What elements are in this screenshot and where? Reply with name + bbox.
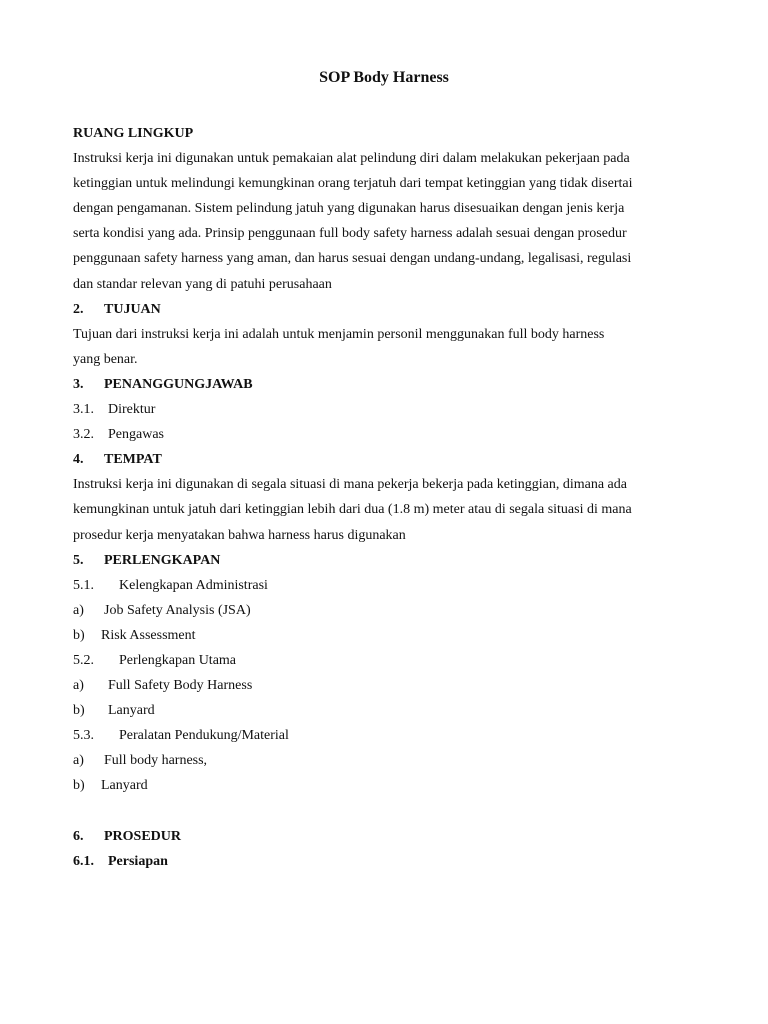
subsection-label: Peralatan Pendukung/Material [119,728,289,744]
list-item-text: Job Safety Analysis (JSA) [104,602,251,618]
blank-line [73,799,698,824]
section-heading-label: PENANGGUNGJAWAB [104,376,253,392]
section-heading-penanggungjawab [73,372,698,397]
list-item-text: Full Safety Body Harness [108,678,253,694]
section-number: 5. [73,552,84,568]
list-item-letter: a) [73,602,84,618]
list-item-letter: a) [73,678,84,694]
paragraph-line: yang benar. [73,351,138,367]
paragraph-line: Tujuan dari instruksi kerja ini adalah untuk menjamin personil menggunakan full body harness [73,326,605,342]
paragraph-line: kemungkinan untuk jatuh dari ketinggian lebih dari dua (1.8 m) meter atau di segala situasi di mana [73,502,632,518]
subsection-number: 5.1. [73,577,94,593]
section-heading-tujuan [73,297,698,322]
list-item [73,598,698,623]
section-number: 6. [73,828,84,844]
paragraph-line: ketinggian untuk melindungi kemungkinan orang terjatuh dari tempat ketinggian yang tidak disertai [73,176,633,192]
subsection-label: Perlengkapan Utama [119,652,237,668]
section-heading-label: PROSEDUR [104,828,182,844]
paragraph-line: Instruksi kerja ini digunakan untuk pemakaian alat pelindung diri dalam melakukan pekerjaan pada [73,151,630,167]
section-heading-prosedur [73,824,698,849]
section-heading-label: PERLENGKAPAN [104,552,221,568]
section-number: 2. [73,301,84,317]
list-item-letter: b) [73,778,85,794]
section-heading-label: TEMPAT [104,452,162,468]
subsection-number: 5.2. [73,652,94,668]
subsection-heading [73,723,698,748]
list-item-letter: b) [73,703,85,719]
list-item-letter: a) [73,753,84,769]
list-item-text: Lanyard [101,778,148,794]
list-item [73,422,698,447]
paragraph-line: prosedur kerja menyatakan bahwa harness harus digunakan [73,527,406,543]
subsection-heading [73,573,698,598]
list-item-text: Full body harness, [104,753,208,769]
subsection-label: Kelengkapan Administrasi [119,577,268,593]
section-heading-ruang-lingkup: RUANG LINGKUP [73,126,194,141]
subsection-number: 6.1. [73,853,94,869]
list-item [73,748,698,773]
subsection-number: 5.3. [73,728,94,744]
list-item-text: Lanyard [108,703,155,719]
list-item [73,773,698,798]
list-item-number: 3.1. [73,402,94,418]
list-item-letter: b) [73,627,85,643]
section-heading-label: TUJUAN [104,301,161,317]
section-heading-tempat [73,447,698,472]
section-number: 4. [73,452,84,468]
section-number: 3. [73,376,84,392]
paragraph-line: dan standar relevan yang di patuhi perusahaan [73,276,332,292]
subsection-heading-persiapan [73,849,698,874]
paragraph-line: penggunaan safety harness yang aman, dan harus sesuai dengan undang-undang, legalisasi, regulasi [73,251,632,267]
subsection-label: Persiapan [108,853,168,869]
list-item [73,698,698,723]
document-body [73,121,698,874]
page-title: SOP Body Harness [319,69,449,86]
subsection-heading [73,648,698,673]
list-item [73,673,698,698]
list-item-text: Pengawas [108,427,164,443]
list-item [73,623,698,648]
list-item [73,397,698,422]
list-item-text: Risk Assessment [101,627,196,643]
paragraph-line: Instruksi kerja ini digunakan di segala situasi di mana pekerja bekerja pada ketinggian, dimana ada [73,477,627,493]
section-heading-perlengkapan [73,548,698,573]
list-item-number: 3.2. [73,427,94,443]
paragraph-line: dengan pengamanan. Sistem pelindung jatuh yang digunakan harus disesuaikan dengan jenis kerja [73,201,625,217]
paragraph-line: serta kondisi yang ada. Prinsip penggunaan full body safety harness adalah sesuai dengan prosedur [73,226,627,242]
list-item-text: Direktur [108,402,156,418]
